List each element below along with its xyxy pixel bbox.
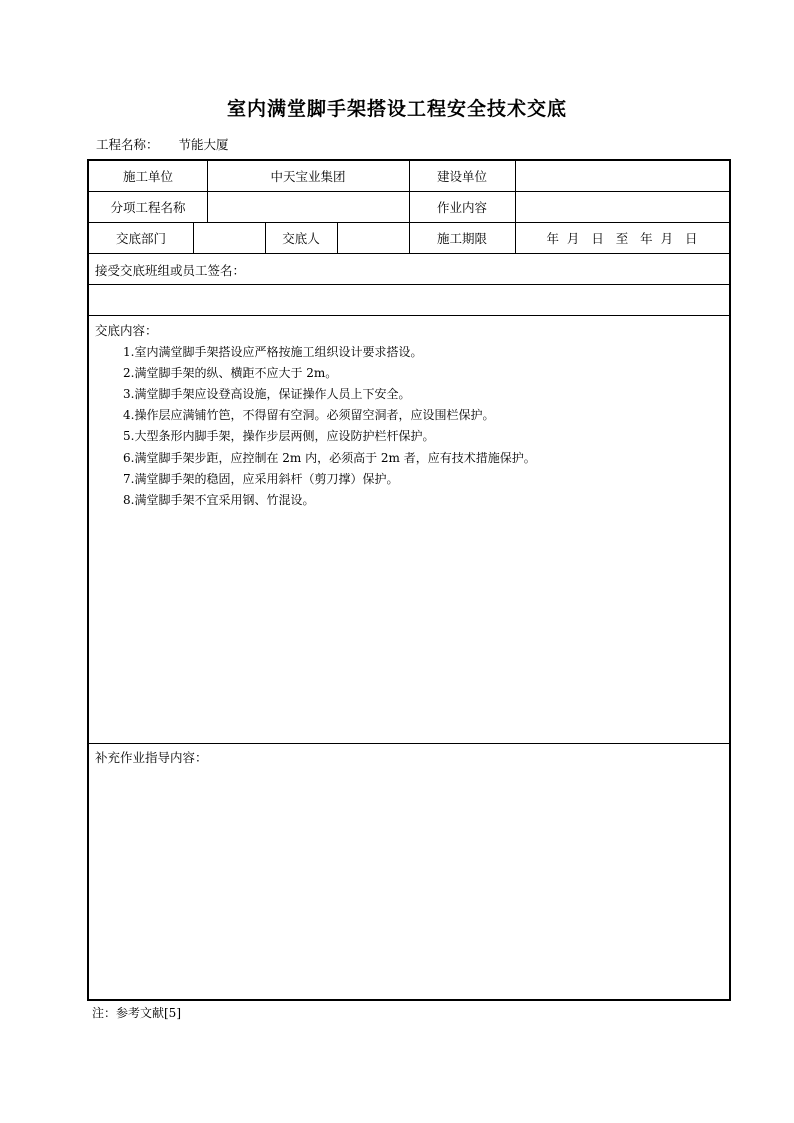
dept-label: 交底部门 [115, 231, 166, 246]
content-item: 6.满堂脚手架步距，应控制在 2m 内，必须高于 2m 者，应有技术措施保护。 [123, 451, 536, 465]
content-item: 2.满堂脚手架的纵、横距不应大于 2m。 [123, 366, 338, 380]
construction-unit-value: 中天宝业集团 [270, 169, 346, 184]
supplement-label: 补充作业指导内容： [95, 750, 208, 765]
dept-value [193, 223, 265, 253]
document-title: 室内满堂脚手架搭设工程安全技术交底 [226, 98, 567, 120]
project-name-value: 节能大厦 [178, 137, 229, 152]
construction-unit-label: 施工单位 [122, 169, 173, 184]
person-label: 交底人 [282, 231, 320, 246]
sub-project-label: 分项工程名称 [110, 200, 186, 215]
content-item: 8.满堂脚手架不宜采用钢、竹混设。 [123, 493, 315, 507]
sub-project-value [207, 192, 409, 222]
disclosure-table [87, 159, 731, 1001]
project-name [96, 135, 229, 153]
builder-value [515, 161, 729, 191]
signature-label: 接受交底班组或员工签名： [95, 263, 246, 278]
row-divider [89, 253, 729, 254]
reference-note: 注：参考文献[5] [92, 1006, 181, 1020]
person-value [337, 223, 409, 253]
content-item: 1.室内满堂脚手架搭设应严格按施工组织设计要求搭设。 [123, 345, 423, 359]
work-content-label: 作业内容 [436, 200, 487, 215]
row-divider [89, 284, 729, 285]
content-label: 交底内容： [95, 323, 158, 338]
builder-label: 建设单位 [436, 169, 487, 184]
period-label: 施工期限 [436, 231, 487, 246]
content-item: 5.大型条形内脚手架，操作步层两侧，应设防护栏杆保护。 [123, 429, 435, 443]
content-item: 7.满堂脚手架的稳固，应采用斜杆（剪刀撑）保护。 [123, 472, 399, 486]
row-divider [89, 315, 729, 316]
project-name-label: 工程名称： [96, 137, 159, 152]
row-divider [89, 743, 729, 744]
content-item: 4.操作层应满铺竹笆，不得留有空洞。必须留空洞者，应设围栏保护。 [123, 408, 495, 422]
content-item: 3.满堂脚手架应设登高设施，保证操作人员上下安全。 [123, 387, 411, 401]
work-content-value [515, 192, 729, 222]
period-value: 年 月 日 至 年 月 日 [546, 231, 698, 246]
